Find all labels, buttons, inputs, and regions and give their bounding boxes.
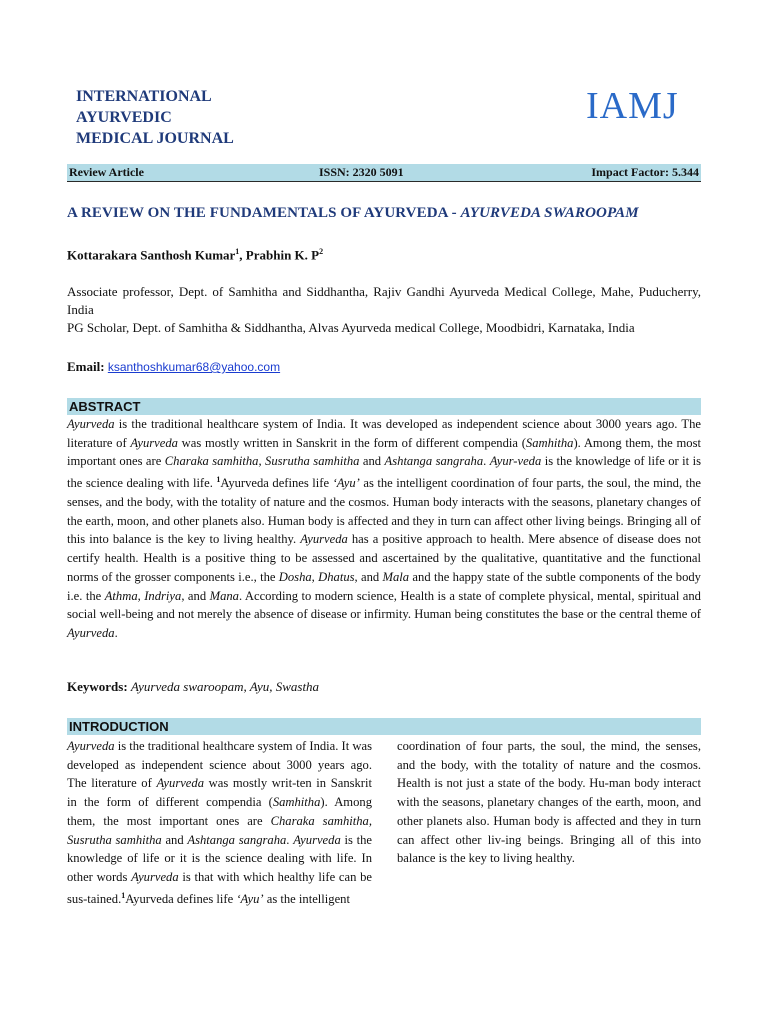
abs-p5: is the knowledge of life or it is the science dealing with life. bbox=[67, 454, 701, 491]
article-title bbox=[67, 205, 707, 222]
abs-ashtanga: Ashtanga sangraha bbox=[384, 454, 484, 469]
abs-dosha: Dosha, Dhatus bbox=[278, 569, 355, 584]
abs-p8: has a positive approach to health. Mere absence of disease does not certify health. Health is a positive thing to be assessed and ascertained by the qualitative, quantitative and the functional norms of the grosser components i.e., the bbox=[67, 532, 701, 584]
author-1: Kottarakara Santhosh Kumar bbox=[67, 247, 236, 263]
title-italic: AYURVEDA SWAROOPAM bbox=[460, 205, 639, 221]
article-type: Review Article bbox=[69, 165, 144, 179]
abs-ayu: ‘Ayu’ bbox=[332, 476, 360, 491]
abs-end: . bbox=[114, 625, 118, 640]
abs-p2: was mostly written in Sanskrit in the form of different compendia ( bbox=[177, 435, 526, 450]
email-link[interactable]: ksanthoshkumar68@yahoo.com bbox=[107, 360, 281, 374]
abs-p3: ). Among them, the most important ones are bbox=[67, 435, 701, 469]
author-1-sup: 1 bbox=[235, 247, 240, 256]
abs-ayurveda-2: Ayurveda bbox=[130, 435, 178, 450]
intro-l4: is the knowledge of life or it is the science dealing with life. In other words bbox=[67, 832, 373, 884]
abs-texts: Charaka samhitha, Susrutha samhitha bbox=[164, 454, 360, 469]
authors bbox=[67, 247, 323, 263]
email-line bbox=[67, 359, 280, 375]
abs-ayurveda-3: Ayurveda bbox=[300, 532, 348, 547]
intro-l5: is that with which healthy life can be sus-tained. bbox=[67, 869, 372, 906]
abs-p1: is the traditional healthcare system of India. It was developed as independent science about 3000 years ago. The literature of bbox=[67, 417, 701, 450]
abs-athma: Athma, Indriya bbox=[104, 588, 182, 603]
abs-and-1: and bbox=[359, 454, 385, 469]
article-meta-bar bbox=[67, 164, 701, 182]
abstract-body bbox=[67, 415, 701, 643]
affiliation-2: PG Scholar, Dept. of Samhitha & Siddhantha, Alvas Ayurveda medical College, Moodbidri, Karnataka, India bbox=[67, 320, 635, 335]
abs-p9: and the happy state of the subtle components of the body i.e. the bbox=[67, 569, 701, 603]
abs-ayurveda-1: Ayurveda bbox=[67, 417, 115, 431]
intro-ref: 1 bbox=[121, 890, 126, 900]
journal-name-line1: INTERNATIONAL bbox=[76, 88, 212, 105]
intro-dot: . bbox=[286, 832, 294, 847]
intro-and: and bbox=[161, 832, 188, 847]
journal-name-line3: MEDICAL JOURNAL bbox=[76, 130, 234, 147]
intro-ayurveda-2: Ayurveda bbox=[156, 776, 204, 791]
title-main: A REVIEW ON THE FUNDAMENTALS OF AYURVEDA - bbox=[67, 205, 461, 221]
impact-factor: Impact Factor: 5.344 bbox=[591, 165, 699, 179]
intro-samhitha: Samhitha bbox=[272, 795, 321, 810]
author-separator: , bbox=[239, 247, 246, 263]
journal-name bbox=[76, 86, 234, 149]
intro-ashtanga: Ashtanga sangraha bbox=[187, 832, 287, 847]
introduction-column-right: coordination of four parts, the soul, the mind, the senses, and the body, with the totality of nature and the cosmos. Health is not just a state of the body. Hu-man body interact with the seasons, planetary changes of the earth, moon, and other planets also. Human body is affected and they in turn can affect other liv-ing beings. Bringing all of this into balance is the key to living healthy. bbox=[397, 739, 701, 866]
introduction-column-left bbox=[67, 737, 372, 909]
abs-p7: as the intelligent coordination of four parts, the soul, the mind, the senses, and the body, with the totality of nature and the cosmos. Human body interacts with the seasons, planetary changes of the earth, moon, and other planets also. Human body is affected and they in turn can affect other living beings. Bringing all of this into balance is the key to living healthy. bbox=[67, 476, 702, 547]
abs-p6: Ayurveda defines life bbox=[220, 476, 333, 491]
abs-comma-and-2: , and bbox=[181, 588, 210, 603]
intro-l3: ). Among them, the most important ones are bbox=[67, 795, 372, 828]
intro-l2: was mostly writ-ten in Sanskrit in the form of different compendia ( bbox=[67, 776, 372, 810]
abs-mala: Mala bbox=[382, 569, 410, 584]
journal-logo: IAMJ bbox=[586, 85, 679, 127]
abs-ref: 1 bbox=[216, 475, 221, 485]
abs-p10: . According to modern science, Health is a state of complete physical, mental, spiritual and social well-being and not merely the absence of disease or infirmity. Human being constitutes the base or the central theme of bbox=[67, 588, 701, 622]
author-2: Prabhin K. P bbox=[245, 247, 320, 263]
intro-ayu: ‘Ayu’ bbox=[236, 891, 264, 906]
affiliations bbox=[67, 283, 701, 337]
affiliation-1: Associate professor, Dept. of Samhitha and Siddhantha, Rajiv Gandhi Ayurveda Medical College, Mahe, Puducherry, India bbox=[67, 284, 701, 317]
email-label: Email: bbox=[67, 359, 108, 374]
abstract-heading: ABSTRACT bbox=[67, 398, 701, 415]
abs-p4: . bbox=[483, 454, 490, 469]
author-2-sup: 2 bbox=[319, 247, 324, 256]
issn: ISSN: 2320 5091 bbox=[319, 165, 404, 179]
abs-samhitha: Samhitha bbox=[525, 435, 574, 450]
intro-texts: Charaka samhitha, Susrutha samhitha bbox=[67, 813, 372, 847]
keywords-value: Ayurveda swaroopam, Ayu, Swastha bbox=[130, 679, 320, 694]
intro-l7: as the intelligent bbox=[263, 891, 350, 906]
intro-l6: Ayurveda defines life bbox=[125, 891, 237, 906]
keywords bbox=[67, 679, 319, 695]
abs-mana: Mana bbox=[209, 588, 239, 603]
intro-ayurveda-4: Ayurveda bbox=[131, 869, 179, 884]
intro-l1: is the traditional healthcare system of India. It was developed as independent science about 3000 years ago. The literature of bbox=[67, 739, 372, 791]
introduction-heading: INTRODUCTION bbox=[67, 718, 701, 735]
intro-ayurveda-3: Ayurveda bbox=[293, 832, 341, 847]
keywords-label: Keywords: bbox=[67, 679, 131, 694]
abs-ayur-veda: Ayur-veda bbox=[489, 454, 542, 469]
abs-ayurveda-4: Ayurveda bbox=[67, 625, 115, 640]
intro-ayurveda-1: Ayurveda bbox=[67, 739, 115, 753]
abs-comma-and-1: , and bbox=[354, 569, 383, 584]
journal-name-line2: AYURVEDIC bbox=[76, 109, 172, 126]
